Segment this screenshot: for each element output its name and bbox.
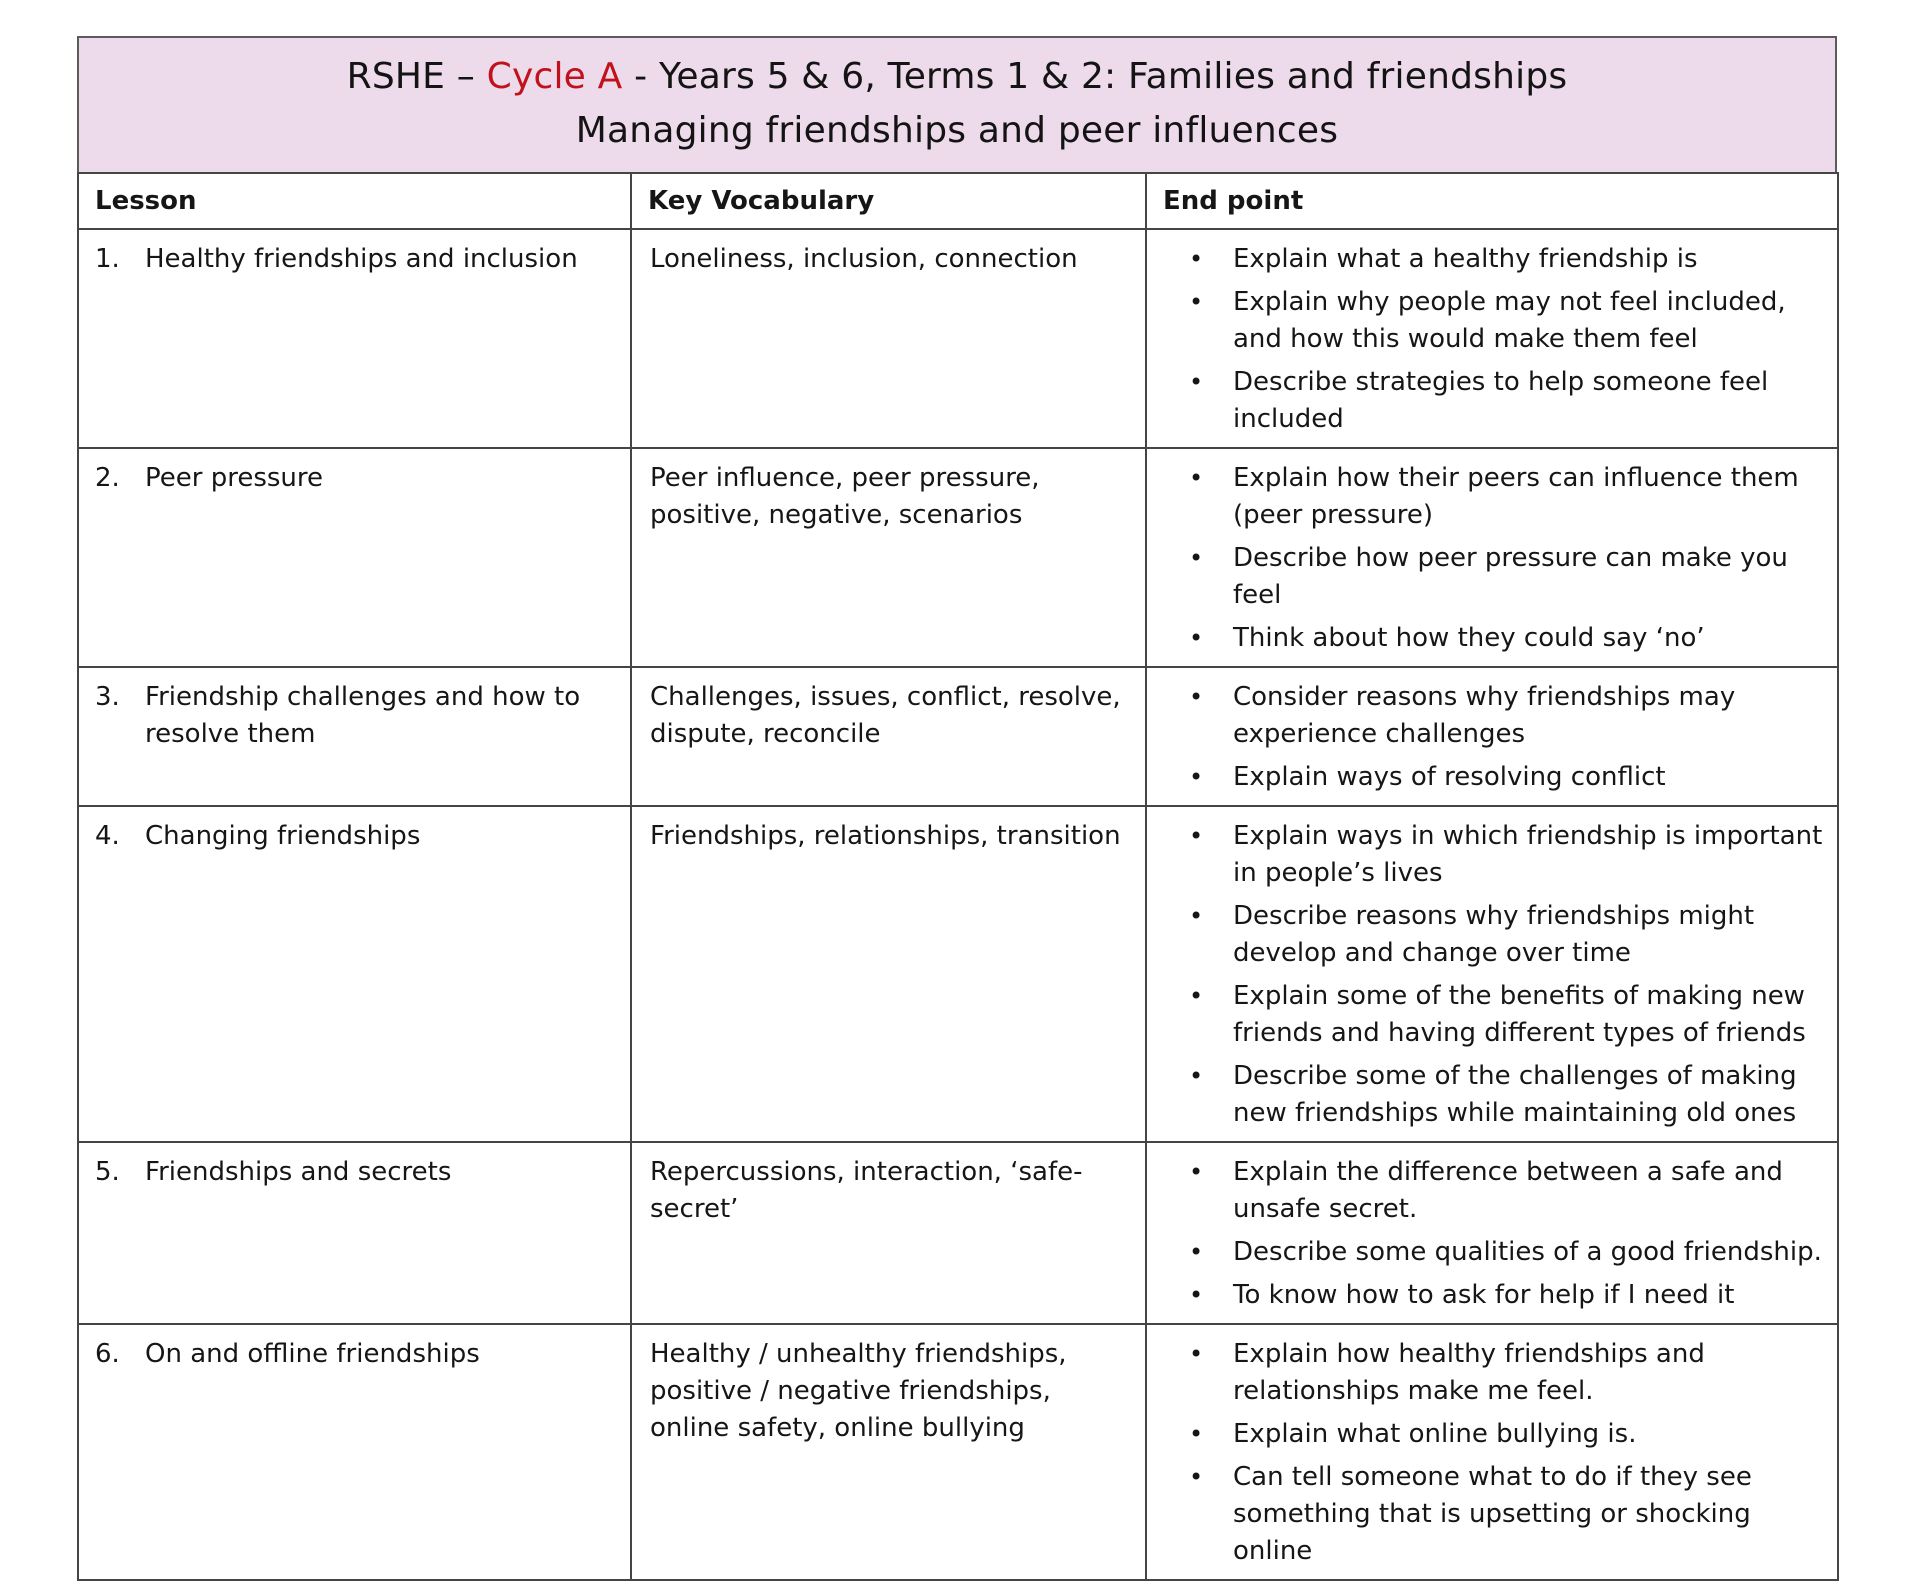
bullet-icon: • (1189, 1281, 1204, 1309)
lesson-title: Peer pressure (145, 463, 324, 493)
endpoint-item (1147, 284, 1825, 358)
endpoint-text: Explain how healthy friendships and relationships make me feel. (1233, 1339, 1705, 1406)
bullet-icon: • (1189, 624, 1204, 652)
endpoint-text: Explain the difference between a safe and unsafe secret. (1233, 1157, 1783, 1224)
column-header-lesson: Lesson (78, 173, 631, 229)
endpoint-text: Explain how their peers can influence them (peer pressure) (1233, 463, 1799, 530)
lesson-item (95, 1154, 620, 1191)
endpoint-text: Think about how they could say ‘no’ (1233, 623, 1705, 653)
lesson-cell (78, 1324, 631, 1580)
endpoint-text: Describe some of the challenges of making new friendships while maintaining old ones (1233, 1061, 1797, 1128)
vocabulary-cell: Challenges, issues, conflict, resolve, dispute, reconcile (631, 667, 1146, 806)
bullet-icon: • (1189, 982, 1204, 1010)
table-row (78, 229, 1838, 448)
endpoint-text: Describe how peer pressure can make you feel (1233, 543, 1788, 610)
endpoint-list (1147, 1336, 1825, 1570)
endpoint-item (1147, 1234, 1825, 1271)
table-row (78, 448, 1838, 667)
endpoint-text: Can tell someone what to do if they see something that is upsetting or shocking online (1233, 1462, 1752, 1566)
endpoint-list (1147, 679, 1825, 796)
endpoint-cell (1146, 806, 1838, 1142)
lesson-number: 2. (95, 463, 120, 493)
endpoint-item (1147, 818, 1825, 892)
endpoint-item (1147, 759, 1825, 796)
endpoint-text: Explain why people may not feel included, and how this would make them feel (1233, 287, 1786, 354)
lesson-cell (78, 229, 631, 448)
bullet-icon: • (1189, 464, 1204, 492)
cycle-highlight: Cycle A (486, 56, 623, 97)
endpoint-cell (1146, 1142, 1838, 1324)
title-prefix: RSHE – (346, 56, 487, 97)
endpoint-text: Consider reasons why friendships may experience challenges (1233, 682, 1736, 749)
endpoint-item (1147, 1459, 1825, 1570)
bullet-icon: • (1189, 1238, 1204, 1266)
endpoint-cell (1146, 229, 1838, 448)
lesson-number: 4. (95, 821, 120, 851)
column-header-key-vocabulary: Key Vocabulary (631, 173, 1146, 229)
lesson-title: Changing friendships (145, 821, 421, 851)
endpoint-item (1147, 1277, 1825, 1314)
lesson-number: 1. (95, 244, 120, 274)
endpoint-item (1147, 241, 1825, 278)
endpoint-text: Describe some qualities of a good friendship. (1233, 1237, 1822, 1267)
bullet-icon: • (1189, 1158, 1204, 1186)
bullet-icon: • (1189, 1062, 1204, 1090)
endpoint-text: Explain some of the benefits of making new friends and having different types of friends (1233, 981, 1806, 1048)
table-row (78, 1324, 1838, 1580)
endpoint-list (1147, 460, 1825, 657)
document-page (77, 36, 1837, 1581)
bullet-icon: • (1189, 544, 1204, 572)
endpoint-text: Describe strategies to help someone feel included (1233, 367, 1769, 434)
endpoint-text: Describe reasons why friendships might develop and change over time (1233, 901, 1755, 968)
endpoint-item (1147, 679, 1825, 753)
endpoint-text: Explain what online bullying is. (1233, 1419, 1637, 1449)
endpoint-list (1147, 241, 1825, 438)
lesson-cell (78, 448, 631, 667)
lesson-cell (78, 1142, 631, 1324)
bullet-icon: • (1189, 368, 1204, 396)
endpoint-text: Explain what a healthy friendship is (1233, 244, 1698, 274)
endpoint-item (1147, 1416, 1825, 1453)
lesson-cell (78, 806, 631, 1142)
table-row (78, 806, 1838, 1142)
endpoint-item (1147, 364, 1825, 438)
document-title (99, 50, 1815, 104)
bullet-icon: • (1189, 1340, 1204, 1368)
lesson-item (95, 818, 620, 855)
lesson-number: 3. (95, 682, 120, 712)
table-row (78, 1142, 1838, 1324)
endpoint-item (1147, 1336, 1825, 1410)
bullet-icon: • (1189, 902, 1204, 930)
vocabulary-cell: Repercussions, interaction, ‘safe-secret’ (631, 1142, 1146, 1324)
bullet-icon: • (1189, 1463, 1204, 1491)
table-header-row (78, 173, 1838, 229)
document-header (77, 36, 1837, 172)
bullet-icon: • (1189, 683, 1204, 711)
endpoint-text: Explain ways of resolving conflict (1233, 762, 1666, 792)
lesson-cell (78, 667, 631, 806)
endpoint-item (1147, 540, 1825, 614)
endpoint-item (1147, 898, 1825, 972)
lesson-number: 5. (95, 1157, 120, 1187)
endpoint-item (1147, 620, 1825, 657)
endpoint-list (1147, 1154, 1825, 1314)
bullet-icon: • (1189, 288, 1204, 316)
lesson-item (95, 460, 620, 497)
vocabulary-cell: Loneliness, inclusion, connection (631, 229, 1146, 448)
lesson-number: 6. (95, 1339, 120, 1369)
endpoint-item (1147, 460, 1825, 534)
title-suffix: - Years 5 & 6, Terms 1 & 2: Families and friendships (622, 56, 1568, 97)
endpoint-item (1147, 1154, 1825, 1228)
table-row (78, 667, 1838, 806)
vocabulary-cell: Peer influence, peer pressure, positive, negative, scenarios (631, 448, 1146, 667)
lesson-item (95, 679, 620, 753)
lesson-title: Friendships and secrets (145, 1157, 452, 1187)
endpoint-item (1147, 1058, 1825, 1132)
curriculum-table (77, 172, 1839, 1581)
lesson-item (95, 1336, 620, 1373)
column-header-end-point: End point (1146, 173, 1838, 229)
bullet-icon: • (1189, 822, 1204, 850)
lesson-title: On and offline friendships (145, 1339, 480, 1369)
vocabulary-cell: Friendships, relationships, transition (631, 806, 1146, 1142)
endpoint-cell (1146, 667, 1838, 806)
endpoint-text: To know how to ask for help if I need it (1233, 1280, 1735, 1310)
lesson-title: Healthy friendships and inclusion (145, 244, 578, 274)
vocabulary-cell: Healthy / unhealthy friendships, positive / negative friendships, online safety, online bullying (631, 1324, 1146, 1580)
bullet-icon: • (1189, 1420, 1204, 1448)
endpoint-cell (1146, 448, 1838, 667)
bullet-icon: • (1189, 245, 1204, 273)
document-subtitle: Managing friendships and peer influences (575, 110, 1339, 151)
endpoint-item (1147, 978, 1825, 1052)
endpoint-list (1147, 818, 1825, 1132)
lesson-item (95, 241, 620, 278)
bullet-icon: • (1189, 763, 1204, 791)
endpoint-text: Explain ways in which friendship is important in people’s lives (1233, 821, 1823, 888)
lesson-title: Friendship challenges and how to resolve them (145, 682, 581, 749)
endpoint-cell (1146, 1324, 1838, 1580)
